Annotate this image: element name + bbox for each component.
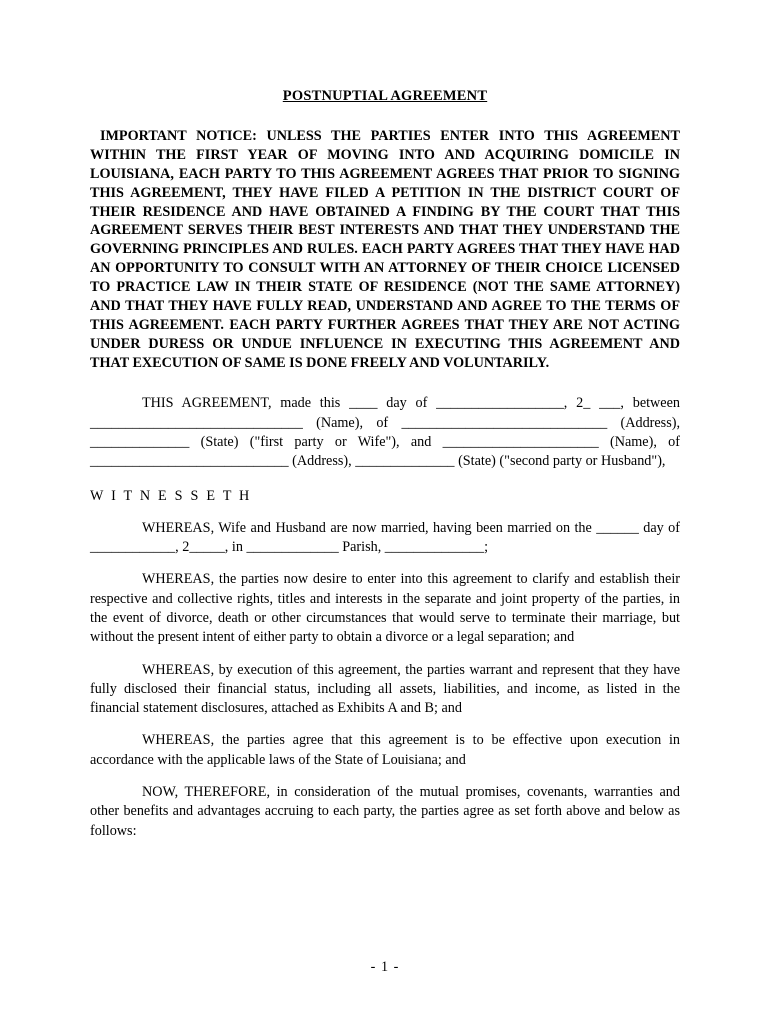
recital-text-4: WHEREAS, the parties agree that this agreement is to be effective upon execution in accordance with the applicable laws of the State of Louisiana; and	[90, 732, 680, 768]
important-notice-paragraph	[90, 127, 680, 372]
page-number: - 1 -	[370, 959, 400, 975]
recital-paragraph-4	[90, 731, 680, 770]
page-title: POSTNUPTIAL AGREEMENT	[282, 88, 488, 104]
parties-paragraph	[90, 394, 680, 471]
recital-text-1: WHEREAS, Wife and Husband are now married, having been married on the ______ day of ____________, 2_____, in _____________ Parish, ______________;	[90, 519, 680, 555]
important-notice-text: IMPORTANT NOTICE: UNLESS THE PARTIES ENTER INTO THIS AGREEMENT WITHIN THE FIRST YEAR OF MOVING INTO AND ACQUIRING DOMICILE IN LOUISIANA, EACH PARTY TO THIS AGREEMENT AGREES THAT PRIOR TO SIGNING THIS AGREEMENT, THEY HAVE FILED A PETITION IN THE DISTRICT COURT OF THEIR RESIDENCE AND HAVE OBTAINED A FINDING BY THE COURT THAT THIS AGREEMENT SERVES THEIR BEST INTERESTS AND THAT THEY UNDERSTAND THE GOVERNING PRINCIPLES AND RULES. EACH PARTY AGREES THAT THEY HAVE HAD AN OPPORTUNITY TO CONSULT WITH AN ATTORNEY OF THEIR CHOICE LICENSED TO PRACTICE LAW IN THEIR STATE OF RESIDENCE (NOT THE SAME ATTORNEY) AND THAT THEY HAVE FULLY READ, UNDERSTAND AND AGREE TO THE TERMS OF THIS AGREEMENT. EACH PARTY FURTHER AGREES THAT THEY ARE NOT ACTING UNDER DURESS OR UNDUE INFLUENCE IN EXECUTING THIS AGREEMENT AND THAT EXECUTION OF SAME IS DONE FREELY AND VOLUNTARILY.	[90, 128, 680, 371]
recital-paragraph-1	[90, 519, 680, 558]
recital-text-2: WHEREAS, the parties now desire to enter into this agreement to clarify and establish their respective and collective rights, titles and interests in the separate and joint property of the parties, in the event of divorce, death or other circumstances that would serve to terminate their marriage, but without the present intent of either party to obtain a divorce or a legal separation; and	[90, 571, 680, 646]
recital-text-5: NOW, THEREFORE, in consideration of the mutual promises, covenants, warranties and other benefits and advantages accruing to each party, the parties agree as set forth above and below as follows:	[90, 784, 680, 839]
parties-text: THIS AGREEMENT, made this ____ day of __________________, 2_ ___, between ______________________________ (Name), of _____________________________ (Address), ______________ (State) ("first party or Wife"), and ______________________ (Name), of ____________________________ (Address), ______________ (State) ("second party or Husband"),	[90, 395, 680, 470]
recital-paragraph-5	[90, 783, 680, 841]
recital-paragraph-2	[90, 570, 680, 647]
recital-text-3: WHEREAS, by execution of this agreement, the parties warrant and represent that they have fully disclosed their financial status, including all assets, liabilities, and income, as listed in the financial statement disclosures, attached as Exhibits A and B; and	[90, 661, 680, 717]
recital-paragraph-3	[90, 661, 680, 719]
witnesseth-heading: W I T N E S S E T H	[90, 487, 252, 504]
